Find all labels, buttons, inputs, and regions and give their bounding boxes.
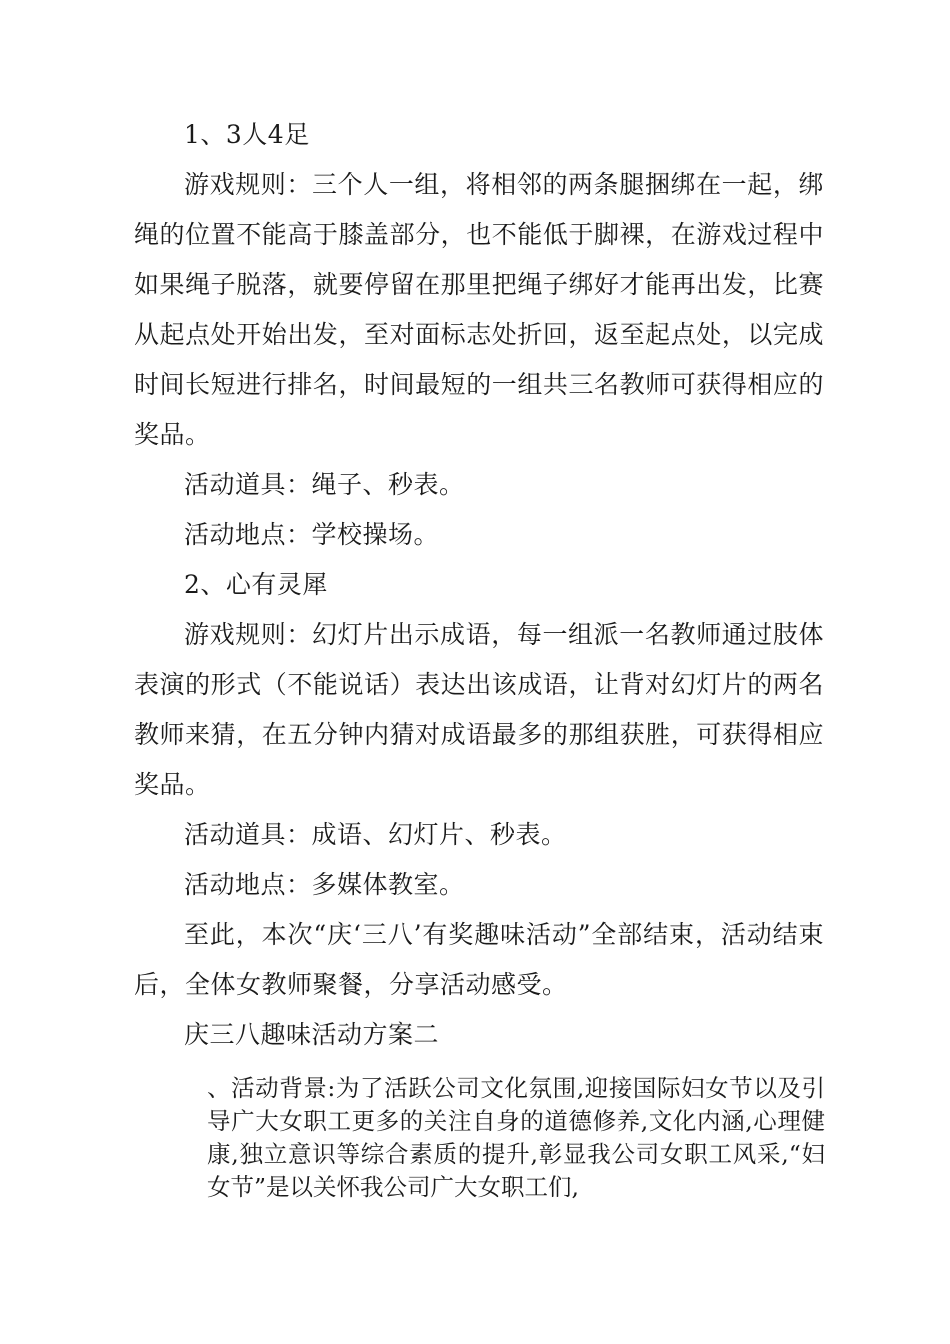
section-1-rules: 游戏规则：三个人一组，将相邻的两条腿捆绑在一起，绑绳的位置不能高于膝盖部分，也不能低于脚裸，在游戏过程中如果绳子脱落，就要停留在那里把绳子绑好才能再出发，比赛从起点处开始出发，至对面标志处折回，返至起点处，以完成时间长短进行排名，时间最短的一组共三名教师可获得相应的奖品。 — [134, 170, 824, 449]
section-2-props: 活动道具：成语、幻灯片、秒表。 — [184, 820, 567, 849]
closing-paragraph: 至此，本次“庆‘三八’有奖趣味活动”全部结束，活动结束后，全体女教师聚餐，分享活动感受。 — [134, 920, 824, 999]
plan-2-title: 庆三八趣味活动方案二 — [184, 1020, 440, 1049]
section-2-location: 活动地点：多媒体教室。 — [184, 870, 465, 899]
document-body — [134, 110, 824, 1060]
section-1-props: 活动道具：绳子、秒表。 — [184, 470, 465, 499]
plan-2-background: 、活动背景:为了活跃公司文化氛围,迎接国际妇女节以及引导广大女职工更多的关注自身的道德修养,文化内涵,心理健康,独立意识等综合素质的提升,彰显我公司女职工风采,“妇女节”是以关怀我公司广大女职工们, — [207, 1074, 825, 1201]
section-2-heading: 2、心有灵犀 — [184, 570, 328, 599]
section-2-rules: 游戏规则：幻灯片出示成语，每一组派一名教师通过肢体表演的形式（不能说话）表达出该成语，让背对幻灯片的两名教师来猜，在五分钟内猜对成语最多的那组获胜，可获得相应奖品。 — [134, 620, 824, 799]
section-1-heading: 1、3人4足 — [184, 120, 310, 149]
section-1-location: 活动地点：学校操场。 — [184, 520, 440, 549]
